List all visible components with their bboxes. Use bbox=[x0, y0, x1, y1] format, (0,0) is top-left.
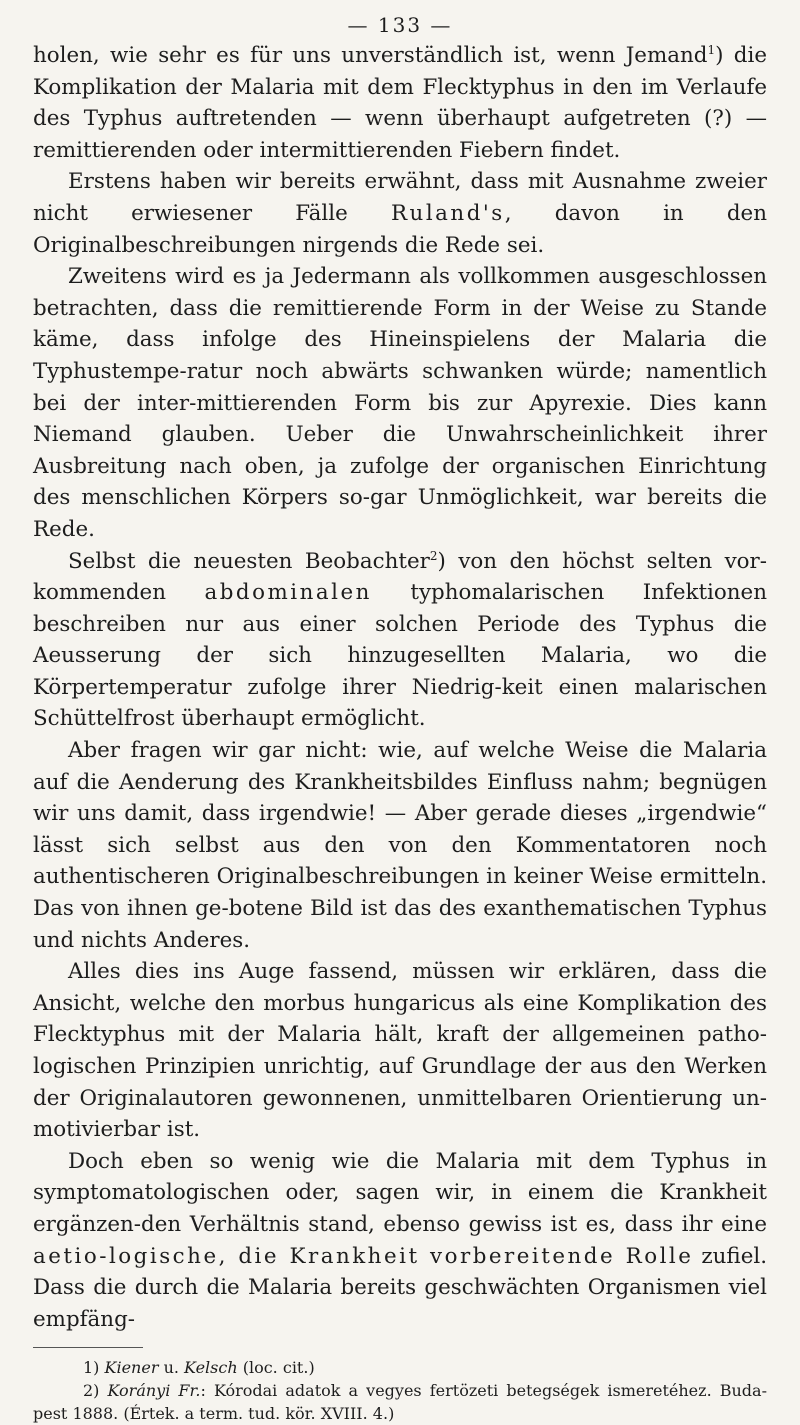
text-run: zufiel. Dass die durch die Malaria bereits geschwächten Organismen viel empfäng- bbox=[33, 1243, 767, 1332]
text-run: Doch eben so wenig wie die Malaria mit dem Typhus in symptomatologischen oder, sagen wir, in einem die Krankheit ergänzen-den Verhältnis stand, ebenso gewiss ist es, dass ihr eine bbox=[33, 1148, 767, 1237]
spaced-emphasis-text: abdominalen bbox=[204, 580, 372, 606]
text-run: Aber fragen wir gar nicht: wie, auf welche Weise die Malaria auf die Aenderung des Krankheitsbildes Einfluss nahm; begnügen wir uns damit, dass irgendwie! — Aber gerade dieses „irgendwie“ lässt sich selbst aus den von den Kommentatoren noch authentischeren Originalbeschreibungen in keiner Weise ermitteln. Das von ihnen ge-botene Bild ist das des exanthematischen Typhus und nichts Anderes. bbox=[33, 738, 767, 953]
paragraph bbox=[33, 40, 767, 166]
footnote-reference: 1 bbox=[707, 43, 716, 57]
spaced-emphasis-text: aetio-logische, die Krankheit vorbereitende Rolle bbox=[33, 1243, 694, 1269]
author-name: Korányi Fr. bbox=[107, 1381, 201, 1401]
paragraph bbox=[33, 1146, 767, 1336]
text-run: ) von den höchst selten vor-kommenden bbox=[33, 548, 767, 606]
paragraph bbox=[33, 735, 767, 956]
footnote-reference: 2 bbox=[429, 548, 438, 563]
paragraph bbox=[33, 546, 767, 736]
text-run: Alles dies ins Auge fassend, müssen wir erklären, dass die Ansicht, welche den morbus hungaricus als eine Komplikation des Flecktyphus mit der Malaria hält, kraft der allgemeinen patho-logischen Prinzipien unrichtig, auf Grundlage der aus den Werken der Originalautoren gewonnenen, unmittelbaren Orientierung un-motivierbar ist. bbox=[33, 959, 767, 1143]
text-run: holen, wie sehr es für uns unverständlich ist, wenn Jemand bbox=[33, 43, 708, 68]
body-text bbox=[33, 40, 767, 1335]
text-run: (loc. cit.) bbox=[237, 1358, 315, 1378]
author-name: Kelsch bbox=[184, 1358, 238, 1378]
paragraph bbox=[33, 956, 767, 1146]
footnote-divider bbox=[33, 1347, 143, 1348]
page-number: — 133 — bbox=[347, 13, 453, 37]
text-run: Selbst die neuesten Beobachter bbox=[68, 548, 430, 574]
author-name: Kiener bbox=[104, 1358, 159, 1378]
book-page bbox=[33, 10, 767, 1425]
text-run: 1) bbox=[83, 1358, 105, 1378]
text-run: ) die Komplikation der Malaria mit dem Flecktyphus in den im Verlaufe des Typhus auftretenden — wenn überhaupt aufgetreten (?) — remittierenden oder intermittierenden Fiebern findet. bbox=[33, 43, 767, 163]
text-run: 2) bbox=[83, 1381, 108, 1401]
paragraph bbox=[33, 261, 767, 545]
spaced-emphasis-text: Ruland's bbox=[390, 200, 505, 226]
text-run: , davon in den Originalbeschreibungen nirgends die Rede sei. bbox=[33, 200, 767, 258]
footnote bbox=[33, 1379, 767, 1425]
text-run: u. bbox=[158, 1358, 185, 1378]
text-run: Zweitens wird es ja Jedermann als vollkommen ausgeschlossen betrachten, dass die remittierende Form in der Weise zu Stande käme, dass infolge des Hineinspielens der Malaria die Typhustempe-ratur noch abwärts schwanken würde; namentlich bei der inter-mittierenden Form bis zur Apyrexie. Dies kann Niemand glauben. Ueber die Unwahrscheinlichkeit ihrer Ausbreitung nach oben, ja zufolge der organischen Einrichtung des menschlichen Körpers so-gar Unmöglichkeit, war bereits die Rede. bbox=[33, 264, 767, 542]
text-run: typhomalarischen Infektionen beschreiben nur aus einer solchen Periode des Typhus die Aeusserung der sich hinzugesellten Malaria, wo die Körpertemperatur zufolge ihrer Niedrig-keit einen malarischen Schüttelfrost überhaupt ermöglicht. bbox=[33, 580, 767, 732]
paragraph bbox=[33, 166, 767, 261]
footnote bbox=[33, 1356, 767, 1379]
footnotes bbox=[33, 1356, 767, 1425]
text-run: : Kórodai adatok a vegyes fertözeti betegségek ismeretéhez. Buda-pest 1888. (Értek. a term. tud. kör. XVIII. 4.) bbox=[33, 1381, 767, 1424]
text-run: Erstens haben wir bereits erwähnt, dass mit Ausnahme zweier nicht erwiesener Fälle bbox=[33, 169, 767, 226]
